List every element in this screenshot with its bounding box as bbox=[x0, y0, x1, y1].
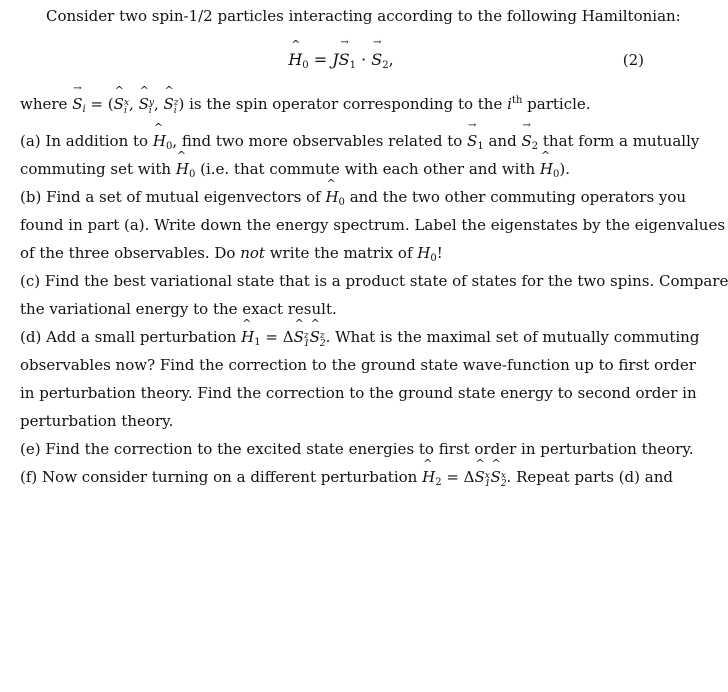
eq-equals-j: = J bbox=[308, 50, 339, 69]
where-text-1: where bbox=[20, 95, 73, 113]
where-spin-vector-subscript: i bbox=[82, 104, 86, 115]
part-c-line-2: the variational energy to the exact result. bbox=[20, 300, 337, 318]
part-f-s1x: ^ S bbox=[475, 467, 485, 487]
part-d-s2z-sub: 2 bbox=[319, 339, 326, 349]
where-sy: ^ S bbox=[139, 94, 149, 114]
eq-spin-vector-1: → S bbox=[339, 48, 350, 72]
where-text-2: ) is the spin operator corresponding to the bbox=[178, 95, 508, 113]
where-equals: = ( bbox=[85, 95, 114, 113]
part-a-text: and bbox=[483, 132, 522, 150]
part-a-text: commuting set with bbox=[20, 160, 176, 178]
part-a-spin-2: → S bbox=[521, 131, 531, 151]
where-spin-vector: → S bbox=[72, 94, 82, 114]
part-b-emphasis-not: not bbox=[240, 244, 265, 262]
part-f-label: (f) bbox=[20, 468, 38, 486]
eq-spin-vector-2: → S bbox=[371, 48, 382, 72]
part-d-s2z: ^ S bbox=[310, 327, 320, 347]
part-a-label: (a) bbox=[20, 132, 41, 150]
part-d-h1-sub: 1 bbox=[254, 337, 261, 348]
part-b-text: of the three observables. Do bbox=[20, 244, 241, 262]
part-c-text: Find the best variational state that is a product state of states for the two spins. Compare bbox=[40, 272, 728, 290]
eq-dot-operator: · bbox=[355, 50, 372, 69]
part-b-line-3 bbox=[20, 243, 642, 263]
part-a-h0-sub: 0 bbox=[553, 169, 560, 180]
part-b-text: and the two other commuting operators you bbox=[344, 188, 687, 206]
part-a-spin-1: → S bbox=[467, 131, 477, 151]
where-comma-2: , bbox=[153, 95, 164, 113]
part-d-label: (d) bbox=[20, 328, 42, 346]
hamiltonian-h0-symbol: ^ H bbox=[288, 48, 302, 72]
part-a-spin-2-sub: 2 bbox=[531, 141, 539, 152]
part-b-h0: ^ H bbox=[325, 187, 338, 207]
part-a-h0: ^ H bbox=[176, 159, 189, 179]
part-d-line-1 bbox=[20, 327, 700, 349]
part-b-text: Find a set of mutual eigenvectors of bbox=[41, 188, 326, 206]
part-d-equals-delta: = Δ bbox=[260, 328, 294, 346]
part-d-text: . What is the maximal set of mutually commuting bbox=[325, 328, 700, 346]
hamiltonian-equation bbox=[0, 48, 682, 72]
part-e-line-1 bbox=[20, 439, 694, 459]
part-b-line-2: found in part (a). Write down the energy spectrum. Label the eigenstates by the eigenvalues bbox=[20, 216, 726, 234]
eq-trailing-comma: , bbox=[388, 50, 394, 69]
part-e-text: Find the correction to the excited state energies to first order in perturbation theory. bbox=[40, 440, 694, 458]
part-f-s2x: ^ S bbox=[491, 467, 501, 487]
part-f-h2: ^ H bbox=[422, 467, 435, 487]
part-a-spin-1-sub: 1 bbox=[477, 141, 484, 152]
where-sz-sup: z bbox=[173, 98, 179, 108]
intro-sentence: Consider two spin-1/2 particles interacting according to the following Hamiltonian: bbox=[46, 7, 681, 25]
part-f-text: . Repeat parts (d) and bbox=[506, 468, 673, 486]
eq-lhs-subscript: 0 bbox=[302, 60, 309, 71]
eq-spin-vector-1-subscript: 1 bbox=[349, 60, 356, 71]
part-d-text: Add a small perturbation bbox=[41, 328, 242, 346]
part-b-h0-sub: 0 bbox=[338, 197, 345, 208]
part-f-s2x-sup: x bbox=[500, 471, 506, 481]
where-comma-1: , bbox=[129, 95, 139, 113]
where-sx-sup: x bbox=[123, 98, 130, 108]
part-d-line-2: observables now? Find the correction to the ground state wave-function up to first order bbox=[20, 356, 696, 374]
where-ith-th: th bbox=[511, 95, 523, 106]
eq-spin-vector-2-subscript: 2 bbox=[382, 60, 389, 71]
part-d-line-4: perturbation theory. bbox=[20, 412, 174, 430]
where-sx-sub: i bbox=[123, 106, 127, 116]
part-a-line-1 bbox=[20, 131, 700, 152]
part-f-s1x-sup: x bbox=[484, 471, 490, 481]
part-b-label: (b) bbox=[20, 188, 42, 206]
where-sy-sup: y bbox=[148, 98, 154, 108]
where-sz: ^ S bbox=[163, 94, 173, 114]
part-f-text: Now consider turning on a different perturbation bbox=[37, 468, 423, 486]
part-f-s2x-sub: 2 bbox=[500, 479, 507, 489]
part-d-s1z-sup: z bbox=[303, 331, 309, 341]
part-f-h2-sub: 2 bbox=[435, 477, 442, 488]
where-text-3: particle. bbox=[522, 95, 591, 113]
part-d-s2z-sup: z bbox=[319, 331, 325, 341]
part-a-text: that form a mutually bbox=[538, 132, 700, 150]
part-b-h0-sub: 0 bbox=[430, 253, 437, 264]
part-a-text: ). bbox=[559, 160, 571, 178]
part-b-line-1 bbox=[20, 187, 687, 208]
part-f-s1x-sub: 1 bbox=[484, 479, 491, 489]
equation-number: (2) bbox=[622, 51, 644, 69]
part-d-s1z: ^ S bbox=[294, 327, 304, 347]
part-a-h0: ^ H bbox=[153, 131, 166, 151]
where-definition-line bbox=[20, 94, 642, 115]
part-f-line-1 bbox=[20, 467, 673, 489]
part-c-line-1 bbox=[20, 271, 728, 291]
part-e-label: (e) bbox=[20, 440, 41, 458]
part-a-text: In addition to bbox=[40, 132, 153, 150]
part-a-text: , find two more observables related to bbox=[172, 132, 468, 150]
part-a-text: (i.e. that commute with each other and with bbox=[195, 160, 540, 178]
part-a-h0-sub: 0 bbox=[165, 141, 173, 152]
where-sz-sub: i bbox=[173, 106, 177, 116]
where-sy-sub: i bbox=[148, 106, 152, 116]
part-f-equals-delta: = Δ bbox=[441, 468, 475, 486]
part-b-text: write the matrix of bbox=[264, 244, 418, 262]
part-d-line-3: in perturbation theory. Find the correction to the ground state energy to second order in bbox=[20, 384, 697, 402]
part-a-h0-sub: 0 bbox=[188, 169, 196, 180]
where-ith-i: i bbox=[507, 95, 512, 113]
part-d-s1z-sub: 1 bbox=[303, 339, 310, 349]
part-b-text: ! bbox=[436, 244, 443, 262]
part-b-h0: H bbox=[417, 244, 431, 262]
part-a-line-2 bbox=[20, 159, 642, 179]
where-sx: ^ S bbox=[114, 94, 124, 114]
part-a-h0: ^ H bbox=[540, 159, 553, 179]
part-d-h1: ^ H bbox=[241, 327, 254, 347]
part-c-label: (c) bbox=[20, 272, 41, 290]
